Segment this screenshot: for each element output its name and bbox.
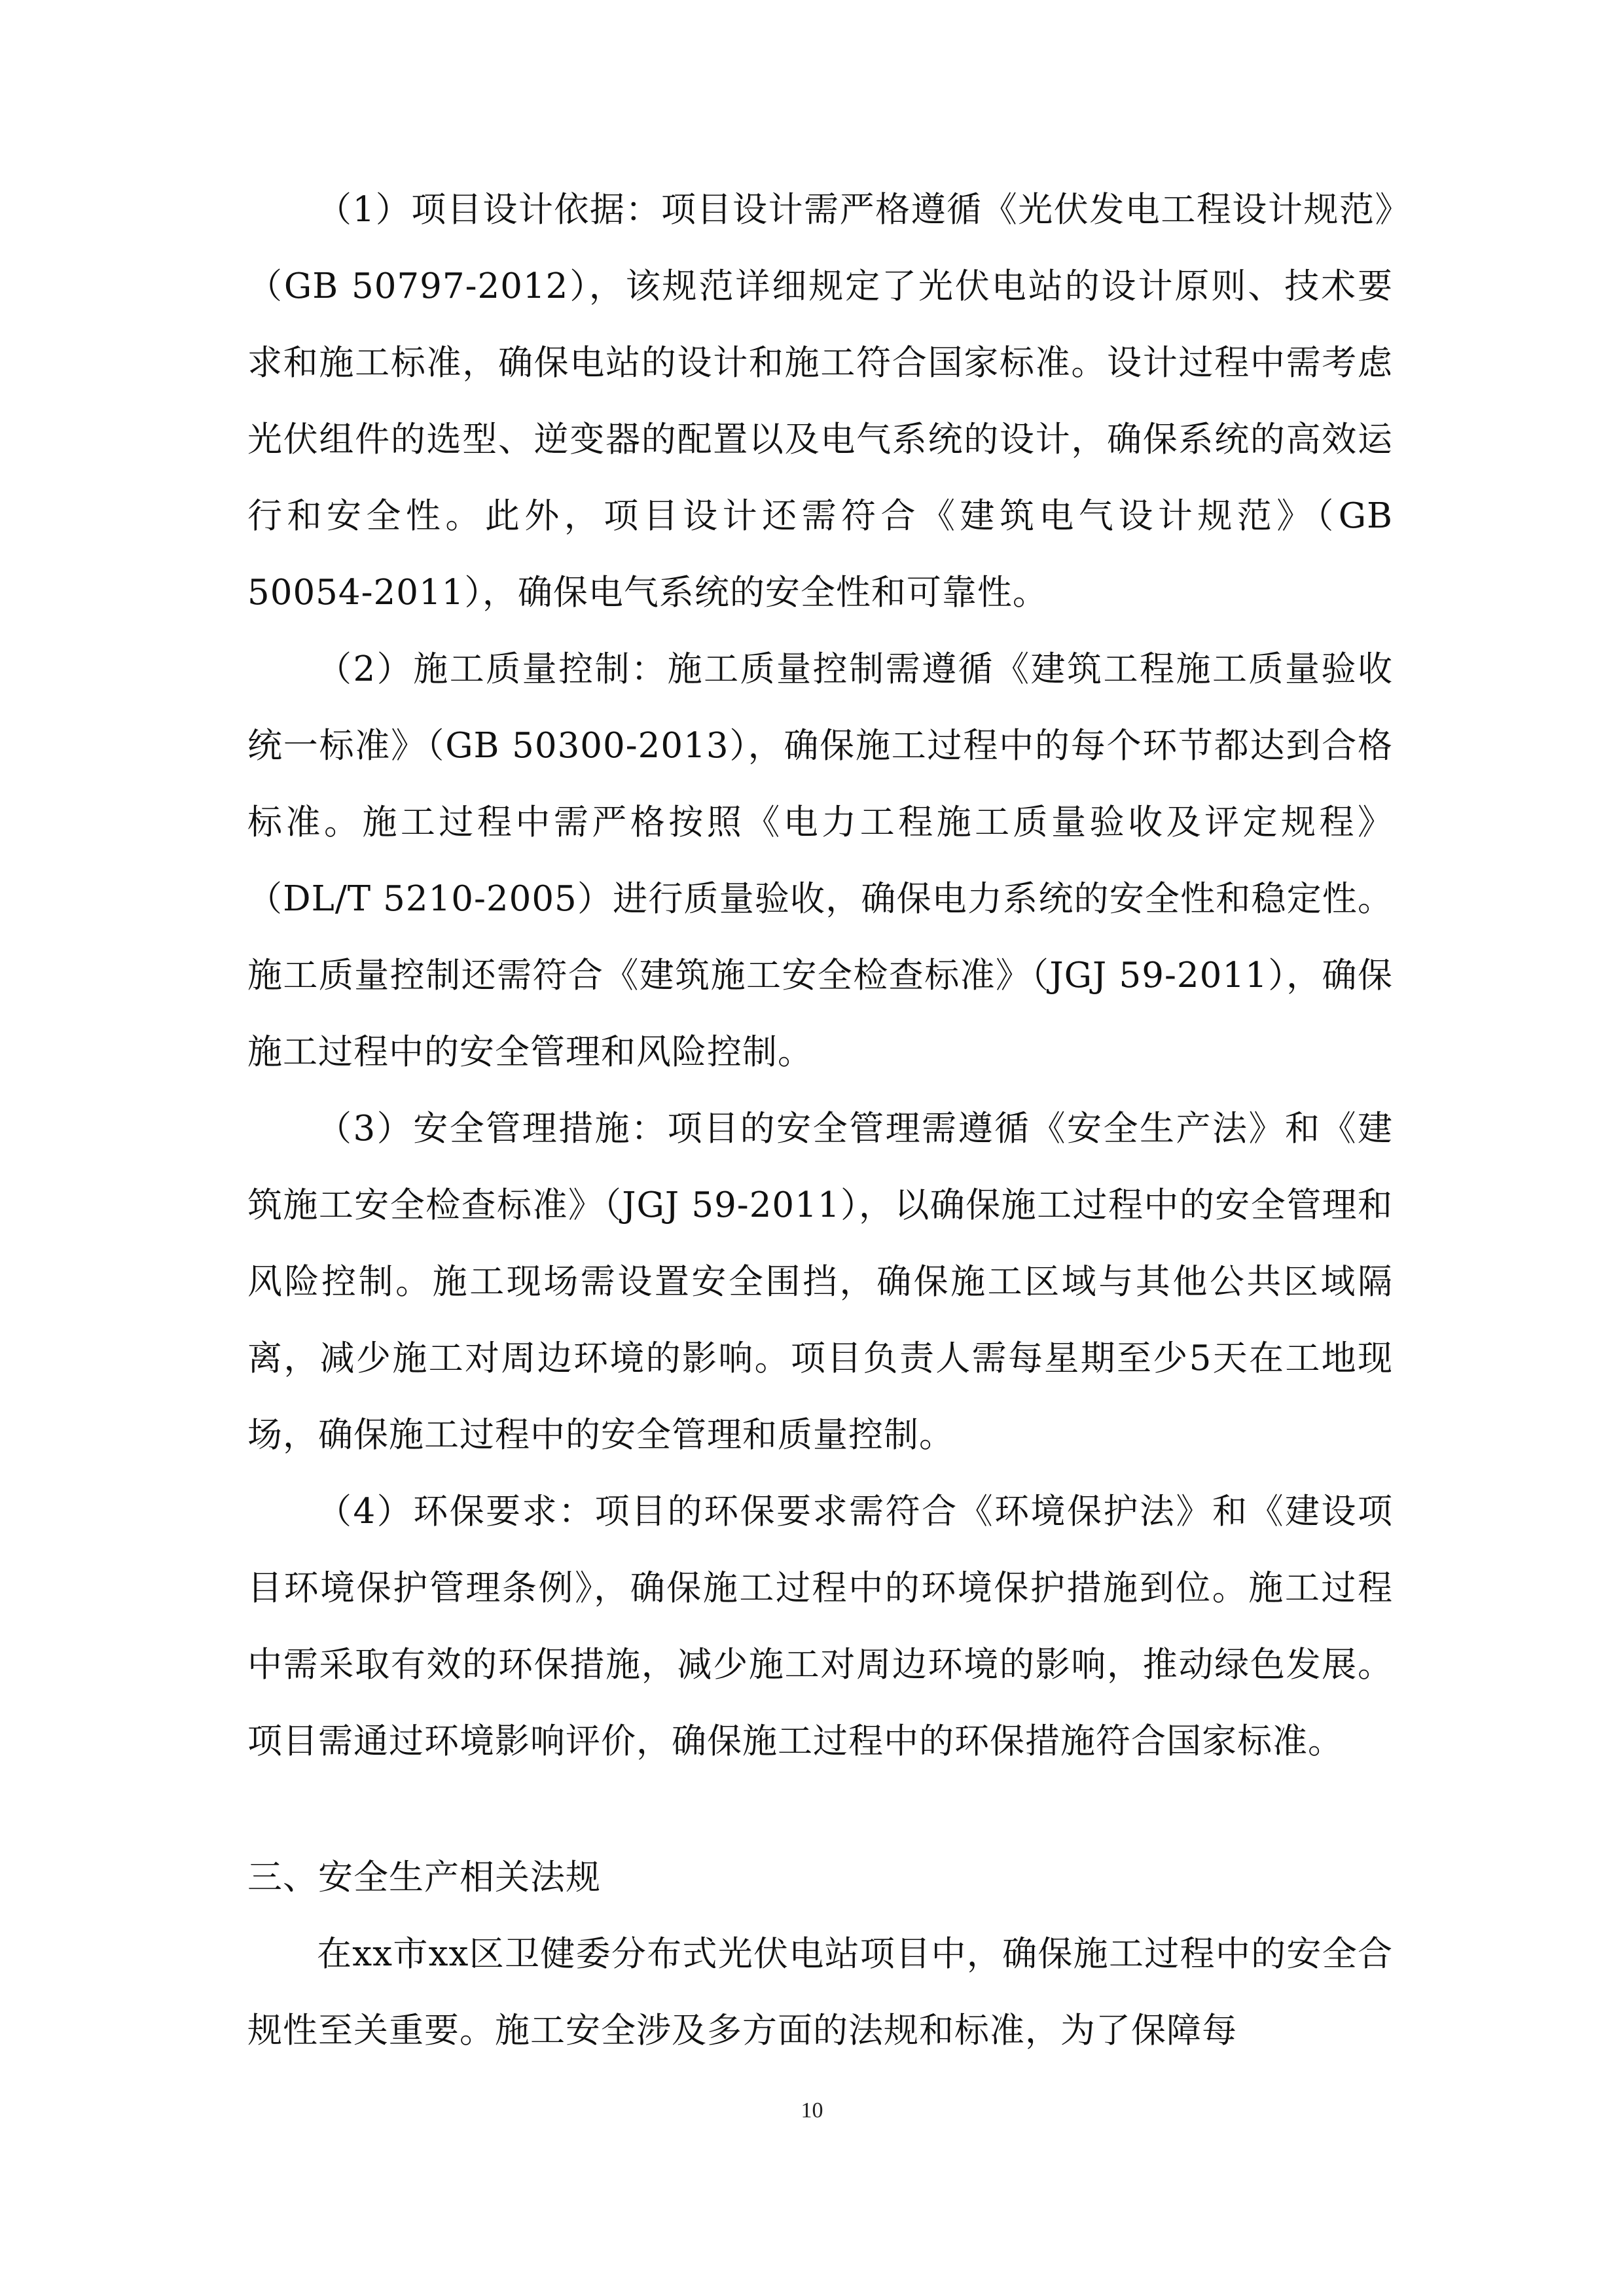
paragraph-quality-control: （2）施工质量控制：施工质量控制需遵循《建筑工程施工质量验收统一标准》（GB 50300-2013），确保施工过程中的每个环节都达到合格标准。施工过程中需严格按照《电力工程施工质量验收及评定规程》（DL/T 5210-2005）进行质量验收，确保电力系统的安全性和稳定性。施工质量控制还需符合《建筑施工安全检查标准》（JGJ 59-2011），确保施工过程中的安全管理和风险控制。 [247,649,1393,1072]
page-number: 10 [801,2098,823,2123]
page-body [247,171,1393,2069]
section-heading: 三、安全生产相关法规 [247,1857,601,1897]
paragraph-section-intro: 在xx市xx区卫健委分布式光伏电站项目中，确保施工过程中的安全合规性至关重要。施工安全涉及多方面的法规和标准，为了保障每 [247,1934,1393,2051]
paragraph-safety-management: （3）安全管理措施：项目的安全管理需遵循《安全生产法》和《建筑施工安全检查标准》（JGJ 59-2011），以确保施工过程中的安全管理和风险控制。施工现场需设置安全围挡，确保施工区域与其他公共区域隔离，减少施工对周边环境的影响。项目负责人需每星期至少5天在工地现场，确保施工过程中的安全管理和质量控制。 [247,1109,1393,1455]
paragraph-environmental-requirements: （4）环保要求：项目的环保要求需符合《环境保护法》和《建设项目环境保护管理条例》，确保施工过程中的环境保护措施到位。施工过程中需采取有效的环保措施，减少施工对周边环境的影响，推动绿色发展。项目需通过环境影响评价，确保施工过程中的环保措施符合国家标准。 [247,1492,1393,1761]
paragraph-design-basis: （1）项目设计依据：项目设计需严格遵循《光伏发电工程设计规范》（GB 50797-2012），该规范详细规定了光伏电站的设计原则、技术要求和施工标准，确保电站的设计和施工符合国家标准。设计过程中需考虑光伏组件的选型、逆变器的配置以及电气系统的设计，确保系统的高效运行和安全性。此外，项目设计还需符合《建筑电气设计规范》（GB 50054-2011），确保电气系统的安全性和可靠性。 [247,190,1393,613]
